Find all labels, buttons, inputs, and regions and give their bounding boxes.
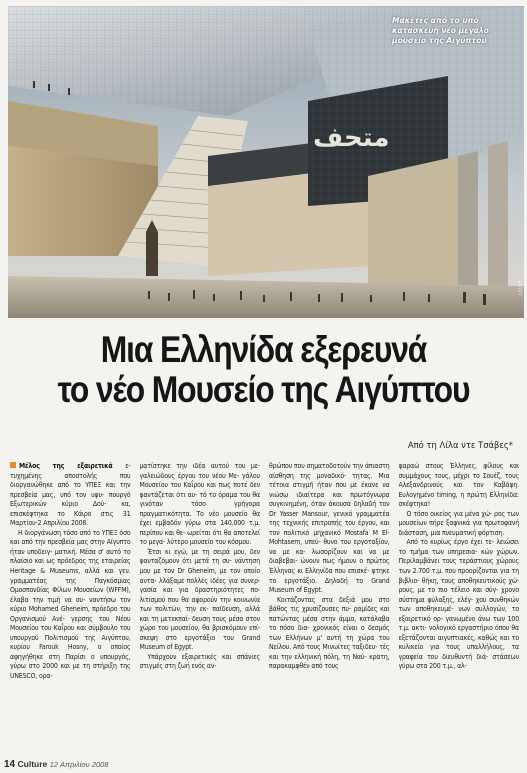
paragraph: φαραώ στους Έλληνες, φίλους και συμμάχους τους, μέχρι το Σουέζ, τους Αλεξανδρινούς και τον Καβάφη. Ευλογημένο timing, η πρώτη Ελληνίδα: σκέφτηκα! <box>398 462 519 509</box>
article-body <box>10 462 519 754</box>
page-footer <box>4 759 108 770</box>
headline-line-1: Μια Ελληνίδα εξερευνά <box>100 329 427 370</box>
paragraph: Η διοργάνωση τόσο από το ΥΠΕΞ όσο και από την πρεσβεία μας στην Αίγυπτο ήταν υποδειγ- ματική. Μέσα σ' αυτό το πλαίσιο και ως πρόεδρος της εταιρείας Heritage & Museums, αλλά και γεν. γραμματέας της Παγκόσμιας Ομοσπονδίας Φίλων Μουσείων (WFFM), έλαβα την τιμή να συ- ναντήσω τον κύριο Mohamed Gheneim, πρόεδρο του Οργανισμού Ανέ- γερσης του Νέου Μουσείου του Καΐρου και σύμβουλο του υπουργού Πολιτισμού της Αιγύπτου, κυρίου Farouk Hosny, ο οποίος αφηγήθηκε στη Παρίσι ο υπουργός, γύρω στο 2000 και με τη στήριξη της UNESCO, ορα- <box>10 528 131 681</box>
article-byline: Από τη Λίλα ντε Τσάβες* <box>407 440 513 450</box>
column-4 <box>399 462 520 754</box>
museum-rendering <box>8 6 524 318</box>
headline-line-2: το νέο Μουσείο της Αιγύπτου <box>57 369 470 410</box>
paragraph: ματίστηκε την ιδέα αυτού του με- γαλειώδους έργου του νέου Με- γάλου Μουσείου του Καΐρου και πως ποτέ δεν φαντάζεται ότι αυ- τό το όραμα του θα γινόταν τόσο γρήγορα πραγματικότητα. Το νέο μουσείο θα έχει εμβαδόν γύρω στα 140.000 τ.μ. περίπου και θε- ωρείται ότι θα αποτελεί το μεγα- λύτερο μουσείο του κόσμου. <box>139 462 260 547</box>
facade-sign: ﻣﺘﺤﻒ <box>313 123 390 153</box>
column-3 <box>269 462 390 754</box>
section-name: Culture <box>17 759 48 769</box>
accent-square-icon <box>10 462 16 468</box>
paragraph: Υπάρχουν εξαιρετικές και σπάνιες στιγμές στη ζωή ενός αν- <box>139 652 260 671</box>
photo-credit: EGYPT <box>517 280 522 296</box>
paragraph: Από το κυρίως έργο έχει τε- λειώσει το τμήμα των υπηρεσια- κών χώρων. Περιλαμβάνει τους τεράστιους χώρους των 2.700 τ.μ. που προορίζονται για τη βιβλιο- θήκη, τους αποθηκευτικούς χώ- ρους, με το πιο τέλειο και σύγ- χρονο σύστημα φύλαξης, ελέγ- χου συνθηκών των αποθηκευμέ- νων συλλογών, το εξαιρετικό ορ- γανωμένο άνω των 100 τ.μ. ακτι- νολογικό εργαστήριο όπου θα εξετάζονται αιγυπτιακές, καθώς και το κυλικείο για τους υπαλλήλους, τα γραφεία του διευθυντή διά- στάσεων γύρω στα 200 τ.μ., αλ- <box>398 538 519 671</box>
paragraph: Ο τόσο οικείος για μένα χώ- ρος των μουσείων πήρε ξαφνικά για πρωτοφανή διάσταση, μια πνευματική φόρτιση. <box>398 509 519 537</box>
photo-caption: Μακέτες από το υπό κατασκευή νέο μεγάλο μουσείο της Αιγύπτου <box>392 16 489 45</box>
paragraph: Μέλος της εξαιρετικά ε- τυχημένης αποστολής που διοργανώθηκε από το ΥΠΕΞ και την πρεσβεία μας, υπό τον υφυ- πουργό Εξωτερικών κύριο Δού- κα, επισκέφτηκα το Κάιρο στις 31 Μαρτίου-2 Απριλίου 2008. <box>10 462 131 528</box>
page-number: 14 <box>4 759 16 770</box>
column-1 <box>10 462 131 754</box>
lead-in: Μέλος της εξαιρετικά <box>19 462 113 470</box>
paragraph: Κοιτάζοντας στα δεξιά μου στο βάθος τις χρυσίζουσες πυ- ραμίδες και πατώντας μέσα στην άμμο, κατάλαβα το πόσο δια- χρονικός είναι ο δεσμός των Ελλήνων μ' αυτή τη χώρα του Νείλου. Από τους Μινωίτες ταξιδευ- τές και την ελληνική πόλη, τη Ναύ- κρατη, παρακαμφθέν από τους <box>269 595 390 671</box>
hero-photo <box>8 6 524 318</box>
article-headline <box>0 330 527 410</box>
column-2 <box>140 462 261 754</box>
paragraph: θρώπου που σηματοδοτούν την άπιαστη αίσθηση της μοναδικό- τητας. Μια τέτοια στιγμή ήταν που με έκανε να νιώσω ιδιαίτερα και πρωτόγνωρα συγκινημένη, όταν άκουσα δηλαδή τον Dr Yasser Mansour, γενικό γραμματέα της τεχνικής επιτροπής του έργου, και τον πολιτικό μηχανικό Mostafa M El-Mohtasem, υπεύ- θυνο του εργοταξίου, να με κα- λωσορίζουν και να με διαβεβαι- ώνουν πως ήμουν ο πρώτος Έλληνας κι Ελληνίδα που επισκέ- φτηκε το εργοτάξιο. Δηλαδή το Grand Museum of Egypt. <box>269 462 390 595</box>
paragraph: Έτσι κι εγώ, με τη σειρά μου, δεν φανταζόμουν ότι μετά τη συ- νάντηση μου με τον Dr Gheneim, με τον οποίο αντα- λλάξαμε πολλές ιδέες για συνερ- γασία και για δραστηριότητες πο- λιτισμού που θα αφορούν την κοινωνία των πολιτών, την εκ- παίδευση, αλλά και τη μετεκπαί- δευση τους μέσα στον χώρο του μουσείου, θα βρισκόμουν επί- σκεψη στο εργοτάξιο του Grand Museum of Egypt. <box>139 547 260 652</box>
issue-date: 12 Απριλίου 2008 <box>49 760 109 769</box>
